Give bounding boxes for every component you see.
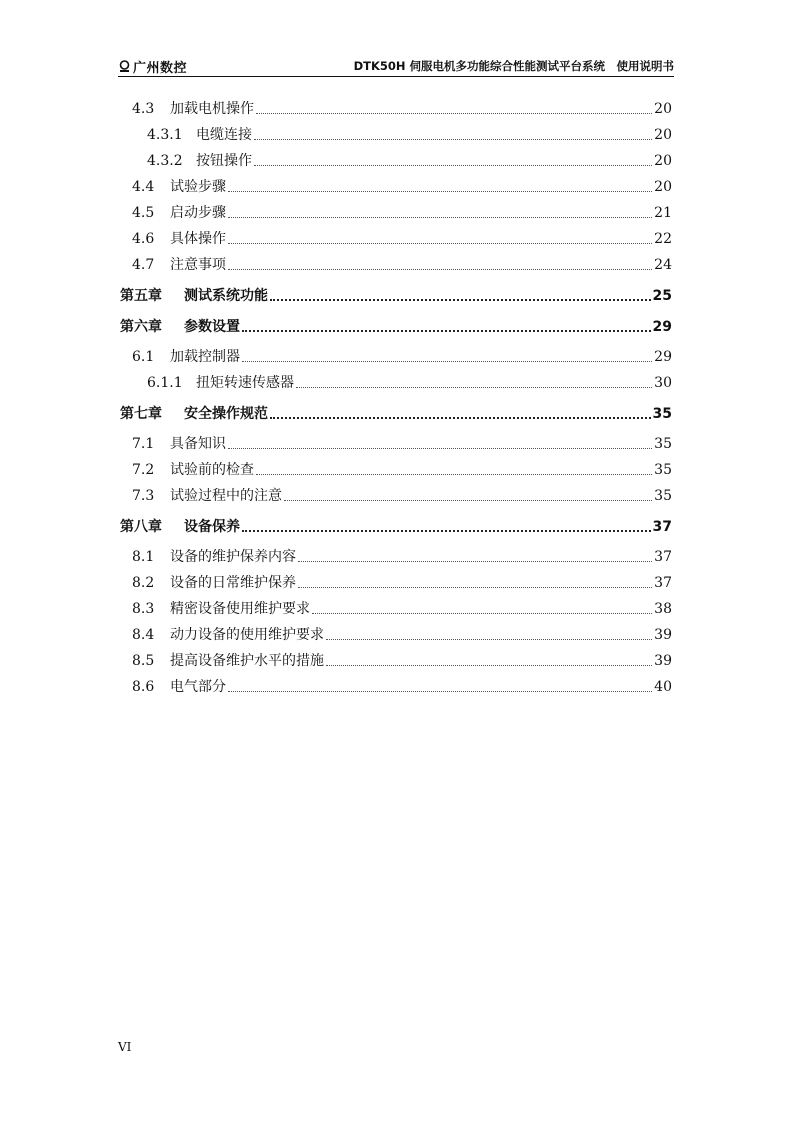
toc-entry-number: 8.6 [132,679,155,695]
toc-chapter-entry[interactable] [120,401,672,427]
toc-dot-leader [228,233,652,244]
toc-entry-title: 参数设置 [184,319,240,335]
toc-section-entry[interactable] [120,483,672,509]
logo-text: 广州数控 [133,60,188,76]
toc-dot-leader [298,577,652,588]
toc-dot-leader [256,464,652,475]
toc-dot-leader [326,655,652,666]
toc-dot-leader [242,320,651,332]
toc-section-entry[interactable] [120,122,672,148]
toc-section-entry[interactable] [120,200,672,226]
toc-section-entry[interactable] [120,570,672,596]
toc-entry-page: 37 [654,575,672,591]
toc-entry-number: 4.6 [132,231,155,247]
toc-entry-title: 具体操作 [170,231,226,247]
toc-dot-leader [270,289,651,301]
toc-entry-page: 20 [654,101,672,117]
toc-section-entry[interactable] [120,457,672,483]
toc-entry-page: 35 [654,462,672,478]
toc-entry-number: 第七章 [120,406,162,422]
toc-section-entry[interactable] [120,674,672,700]
toc-section-entry[interactable] [120,622,672,648]
toc-section-entry[interactable] [120,226,672,252]
toc-dot-leader [254,129,652,140]
toc-dot-leader [228,681,652,692]
toc-entry-number: 8.3 [132,601,155,617]
toc-entry-number: 8.5 [132,653,155,669]
toc-entry-number: 8.4 [132,627,155,643]
toc-entry-page: 22 [654,231,672,247]
toc-dot-leader [228,259,652,270]
header-divider [118,76,674,77]
toc-entry-page: 35 [654,436,672,452]
toc-entry-title: 注意事项 [170,257,226,273]
toc-entry-page: 30 [654,375,672,391]
toc-entry-page: 35 [652,406,672,422]
toc-entry-title: 试验步骤 [170,179,226,195]
toc-entry-title: 设备的日常维护保养 [170,575,296,591]
toc-entry-title: 加载电机操作 [170,101,254,117]
toc-section-entry[interactable] [120,596,672,622]
toc-entry-number: 第六章 [120,319,162,335]
toc-entry-page: 37 [652,519,672,535]
toc-entry-page: 40 [654,679,672,695]
page-number: VI [118,1040,132,1054]
toc-entry-page: 20 [654,179,672,195]
toc-entry-page: 38 [654,601,672,617]
toc-entry-number: 7.1 [132,436,155,452]
toc-dot-leader [296,377,652,388]
toc-entry-title: 提高设备维护水平的措施 [170,653,324,669]
toc-dot-leader [228,438,652,449]
toc-entry-title: 动力设备的使用维护要求 [170,627,324,643]
toc-chapter-entry[interactable] [120,314,672,340]
toc-entry-page: 21 [654,205,672,221]
toc-entry-number: 4.3 [132,101,155,117]
toc-entry-title: 按钮操作 [196,153,252,169]
toc-entry-number: 第五章 [120,288,162,304]
toc-dot-leader [298,551,652,562]
toc-entry-page: 39 [654,627,672,643]
toc-dot-leader [228,207,652,218]
toc-entry-number: 8.1 [132,549,155,565]
toc-dot-leader [242,351,652,362]
toc-entry-page: 24 [654,257,672,273]
toc-dot-leader [284,490,652,501]
toc-entry-number: 8.2 [132,575,155,591]
toc-section-entry[interactable] [120,252,672,278]
toc-chapter-entry[interactable] [120,283,672,309]
toc-dot-leader [270,407,651,419]
toc-entry-title: 测试系统功能 [184,288,268,304]
toc-entry-number: 4.3.1 [147,127,183,143]
toc-section-entry[interactable] [120,174,672,200]
toc-entry-page: 29 [652,319,672,335]
toc-entry-page: 39 [654,653,672,669]
toc-entry-title: 设备保养 [184,519,240,535]
toc-entry-page: 20 [654,153,672,169]
toc-entry-number: 4.3.2 [147,153,183,169]
toc-entry-title: 安全操作规范 [184,406,268,422]
toc-entry-title: 试验过程中的注意 [170,488,282,504]
toc-entry-title: 启动步骤 [170,205,226,221]
toc-dot-leader [312,603,652,614]
document-title: DTK50H 伺服电机多功能综合性能测试平台系统 使用说明书 [353,59,674,73]
toc-entry-title: 精密设备使用维护要求 [170,601,310,617]
toc-dot-leader [228,181,652,192]
toc-entry-number: 4.7 [132,257,155,273]
toc-entry-title: 具备知识 [170,436,226,452]
toc-entry-number: 4.4 [132,179,155,195]
toc-section-entry[interactable] [120,148,672,174]
toc-entry-number: 7.3 [132,488,155,504]
toc-section-entry[interactable] [120,544,672,570]
toc-entry-title: 扭矩转速传感器 [196,375,294,391]
toc-entry-page: 29 [654,349,672,365]
toc-entry-number: 第八章 [120,519,162,535]
toc-entry-number: 4.5 [132,205,155,221]
company-logo [118,56,187,76]
toc-section-entry[interactable] [120,344,672,370]
toc-section-entry[interactable] [120,96,672,122]
page-header [118,56,674,76]
toc-dot-leader [242,520,651,532]
toc-entry-page: 25 [652,288,672,304]
toc-entry-number: 6.1 [132,349,155,365]
toc-entry-title: 加载控制器 [170,349,240,365]
toc-entry-number: 7.2 [132,462,155,478]
toc-dot-leader [254,155,652,166]
toc-chapter-entry[interactable] [120,514,672,540]
toc-entry-title: 设备的维护保养内容 [170,549,296,565]
toc-entry-title: 电缆连接 [196,127,252,143]
toc-entry-title: 试验前的检查 [170,462,254,478]
gsk-logo-icon [118,60,131,73]
toc-entry-page: 37 [654,549,672,565]
toc-section-entry[interactable] [120,370,672,396]
toc-dot-leader [326,629,652,640]
toc-dot-leader [256,103,652,114]
toc-section-entry[interactable] [120,431,672,457]
toc-entry-number: 6.1.1 [147,375,183,391]
toc-entry-page: 20 [654,127,672,143]
toc-entry-page: 35 [654,488,672,504]
toc-entry-title: 电气部分 [170,679,226,695]
toc-section-entry[interactable] [120,648,672,674]
